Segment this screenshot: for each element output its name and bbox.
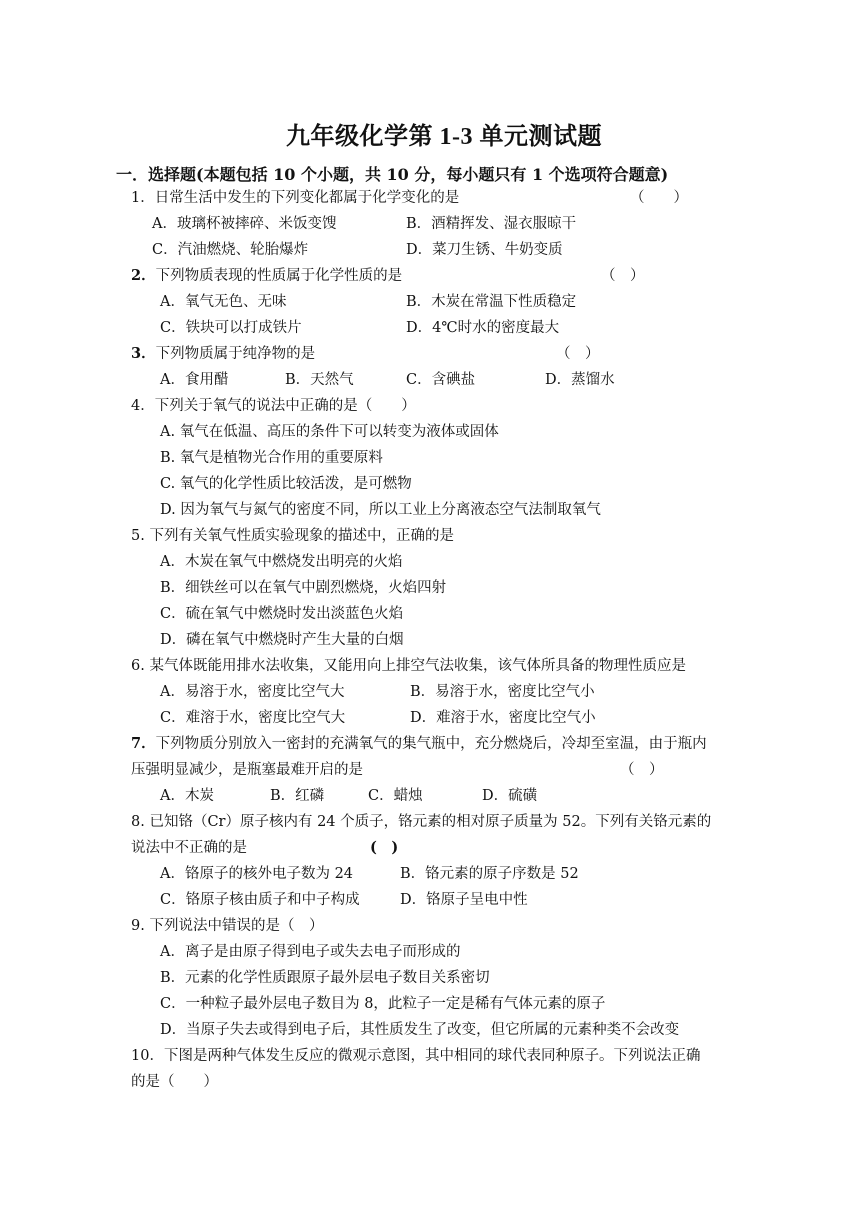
option-a: A．氧气无色、无味 [160, 294, 287, 310]
option-c: C．一种粒子最外层电子数目为 8，此粒子一定是稀有气体元素的原子 [160, 996, 606, 1012]
question-stem: 6. 某气体既能用排水法收集，又能用向上排空气法收集，该气体所具备的物理性质应是 [131, 658, 686, 674]
option-b: B．细铁丝可以在氧气中剧烈燃烧，火焰四射 [160, 580, 447, 596]
question-stem-continued: 说法中不正确的是 [131, 840, 247, 856]
answer-parentheses: ( ) [370, 839, 399, 856]
option-c: C．硫在氧气中燃烧时发出淡蓝色火焰 [160, 606, 404, 622]
option-b: B．易溶于水，密度比空气小 [410, 684, 595, 700]
answer-parentheses: （ ） [620, 762, 664, 778]
option-b: B．酒精挥发、湿衣服晾干 [406, 216, 577, 232]
option-a: A．木炭在氧气中燃烧发出明亮的火焰 [160, 554, 403, 570]
question-stem: 下列物质表现的性质属于化学性质的是 [155, 268, 403, 284]
option-a: A．食用醋 [160, 372, 229, 388]
option-c: C．铬原子核由质子和中子构成 [160, 892, 360, 908]
option-b: B．木炭在常温下性质稳定 [406, 294, 577, 310]
option-c: C．汽油燃烧、轮胎爆炸 [152, 242, 309, 258]
answer-parentheses: （ ） [601, 268, 645, 284]
option-d: D．硫磺 [482, 788, 538, 804]
option-c: C．蜡烛 [368, 788, 423, 804]
question-stem: 下列物质属于纯净物的是 [155, 346, 316, 362]
option-d: D．铬原子呈电中性 [400, 892, 528, 908]
answer-parentheses: （ ） [630, 190, 688, 206]
option-a: A．离子是由原子得到电子或失去电子而形成的 [160, 944, 461, 960]
answer-parentheses: （ ） [556, 346, 600, 362]
option-d: D．蒸馏水 [545, 372, 615, 388]
question-stem: 1．日常生活中发生的下列变化都属于化学变化的是 [131, 190, 460, 206]
option-d: D．磷在氧气中燃烧时产生大量的白烟 [160, 632, 404, 648]
question-stem: 下列物质分别放入一密封的充满氧气的集气瓶中，充分燃烧后，冷却至室温，由于瓶内 [155, 736, 707, 752]
option-d: D．4℃时水的密度最大 [406, 320, 560, 336]
option-b: B．天然气 [285, 372, 354, 388]
question-stem: 5. 下列有关氧气性质实验现象的描述中，正确的是 [131, 528, 454, 544]
option-a: A．木炭 [160, 788, 214, 804]
option-d: D．菜刀生锈、牛奶变质 [406, 242, 563, 258]
option-d: D．当原子失去或得到电子后，其性质发生了改变，但它所属的元素种类不会改变 [160, 1022, 680, 1038]
option-a: A．铬原子的核外电子数为 24 [160, 866, 354, 882]
option-d: D. 因为氧气与氮气的密度不同，所以工业上分离液态空气法制取氧气 [160, 502, 601, 518]
question-stem: 10．下图是两种气体发生反应的微观示意图，其中相同的球代表同种原子。下列说法正确 [131, 1048, 701, 1064]
option-a: A．易溶于水，密度比空气大 [160, 684, 345, 700]
option-d: D．难溶于水，密度比空气小 [410, 710, 596, 726]
question-number: 7． [131, 735, 156, 752]
question-number: 3． [131, 345, 156, 362]
page-title: 九年级化学第 1-3 单元测试题 [286, 124, 602, 150]
option-c: C．难溶于水，密度比空气大 [160, 710, 346, 726]
question-stem: 8. 已知铬（Cr）原子核内有 24 个质子，铬元素的相对原子质量为 52。下列有关铬元素的 [131, 814, 712, 830]
option-b: B. 氧气是植物光合作用的重要原料 [160, 450, 383, 466]
question-stem: 9. 下列说法中错误的是（ ） [131, 918, 324, 934]
question-stem: 4．下列关于氧气的说法中正确的是（ ） [131, 398, 416, 414]
option-c: C．铁块可以打成铁片 [160, 320, 302, 336]
option-b: B．红磷 [270, 788, 325, 804]
option-b: B．铬元素的原子序数是 52 [400, 866, 579, 882]
option-c: C．含碘盐 [406, 372, 476, 388]
question-stem-continued: 压强明显减少，是瓶塞最难开启的是 [131, 762, 363, 778]
question-number: 2． [131, 267, 156, 284]
section-heading: 一．选择题(本题包括 10 个小题，共 10 分，每小题只有 1 个选项符合题意) [116, 165, 669, 184]
option-b: B．元素的化学性质跟原子最外层电子数目关系密切 [160, 970, 490, 986]
option-c: C. 氧气的化学性质比较活泼，是可燃物 [160, 476, 412, 492]
option-a: A．玻璃杯被摔碎、米饭变馊 [152, 216, 337, 232]
option-a: A. 氧气在低温、高压的条件下可以转变为液体或固体 [160, 424, 499, 440]
question-stem-continued: 的是（ ） [131, 1074, 218, 1090]
